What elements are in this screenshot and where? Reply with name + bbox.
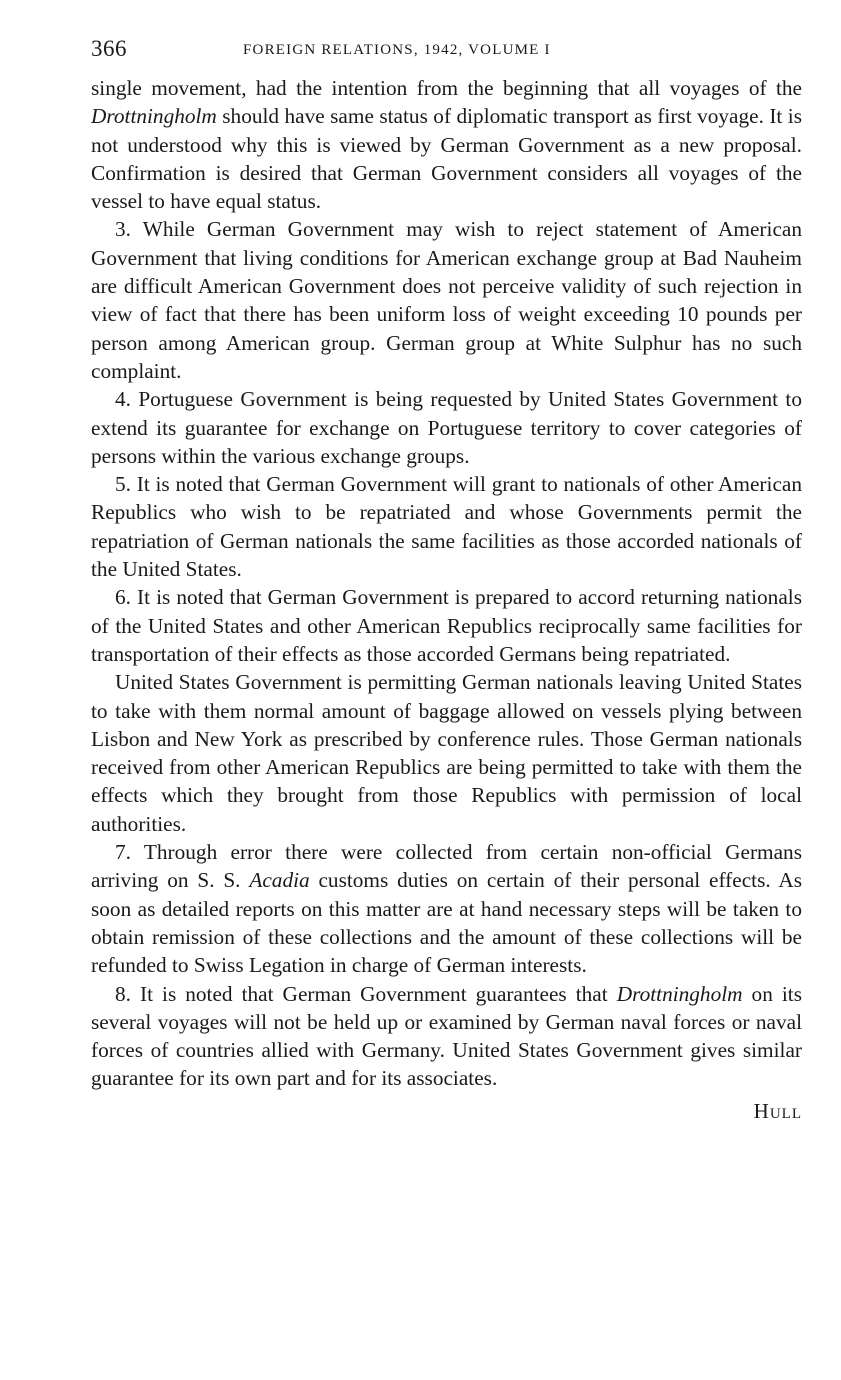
- running-head: [91, 34, 802, 70]
- body-text: [91, 74, 802, 1093]
- paragraph-6-continued: United States Government is permitting German nationals leaving United States to take with them normal amount of baggage allowed on vessels plying between Lisbon and New York as prescribed by conference rules. Those German nationals received from other American Republics are being permitted to take with them the effects which they brought from those Republics with permission of local authorities.: [91, 670, 802, 836]
- paragraph-5: 5. It is noted that German Government will grant to nationals of other American Republics who wish to be repatriated and whose Governments permit the repatriation of German nationals the same facilities as those accorded nationals of the United States.: [91, 472, 802, 582]
- ship-name: Acadia: [249, 868, 310, 893]
- paragraph-3: 3. While German Government may wish to reject statement of American Government that living conditions for American exchange group at Bad Nauheim are difficult American Government does not perceive validity of such rejection in view of fact that there has been uniform loss of weight exceeding 10 pounds per person among American group. German group at White Sulphur has no such complaint.: [91, 217, 802, 383]
- paragraph-continuation: [91, 74, 802, 215]
- paragraph-text: customs duties on certain of their personal effects. As soon as detailed reports on this matter are at hand necessary steps will be taken to obtain remission of these collections and the amount of these collections will be refunded to Swiss Legation in charge of German interests.: [91, 868, 802, 978]
- signature: Hull: [753, 1098, 802, 1123]
- running-title: FOREIGN RELATIONS, 1942, VOLUME I: [243, 42, 551, 58]
- paragraph-text: 8. It is noted that German Government guarantees that: [115, 981, 617, 1006]
- ship-name: Drottningholm: [91, 104, 217, 129]
- document-page: [91, 34, 802, 1125]
- paragraph-8: [91, 980, 802, 1093]
- paragraph-text: 7. Through error there were collected from certain non-official Germans arriving on S. S.: [91, 840, 802, 893]
- paragraph-4: 4. Portuguese Government is being requested by United States Government to extend its guarantee for exchange on Portuguese territory to cover categories of persons within the various exchange groups.: [91, 387, 802, 468]
- paragraph-text: on its several voyages will not be held up or examined by German naval forces or naval forces of countries allied with Germany. United States Government gives similar guarantee for its own part and for its associates.: [91, 981, 802, 1091]
- page-number: 366: [91, 36, 127, 61]
- paragraph-text: should have same status of diplomatic transport as first voyage. It is not understood why this is viewed by German Government as a new proposal. Confirmation is desired that German Government considers all voyages of the vessel to have equal status.: [91, 104, 802, 214]
- paragraph-7: [91, 838, 802, 979]
- paragraph-text: single movement, had the intention from the beginning that all voyages of the: [91, 76, 802, 100]
- ship-name: Drottningholm: [616, 981, 743, 1006]
- paragraph-6: 6. It is noted that German Government is prepared to accord returning nationals of the United States and other American Republics reciprocally same facilities for transportation of their effects as those accorded Germans being repatriated.: [91, 585, 802, 666]
